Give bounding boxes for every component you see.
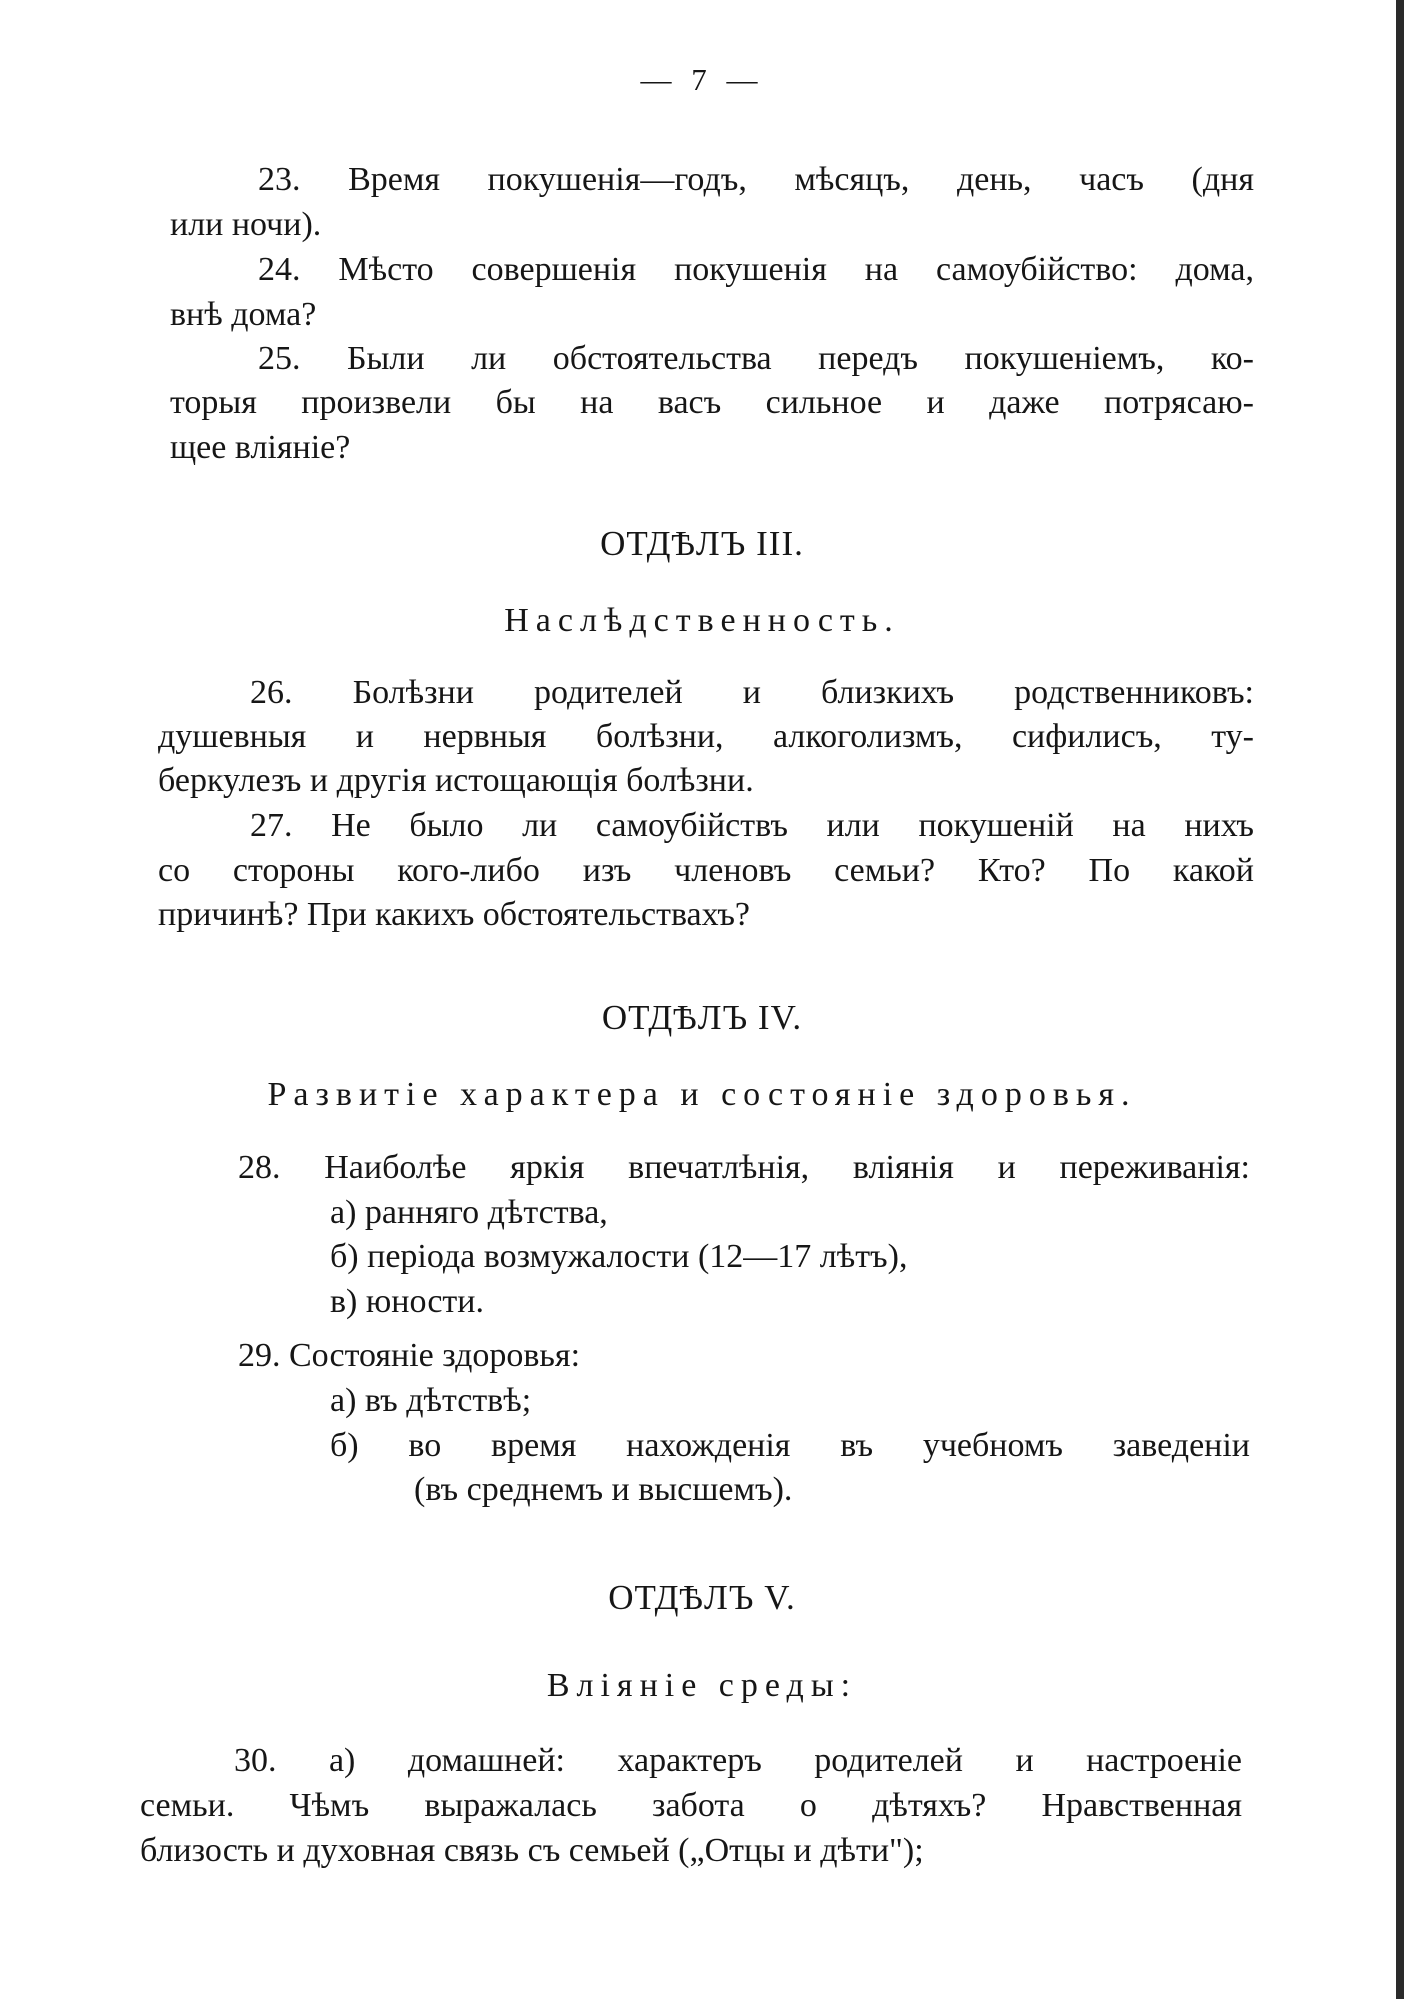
section-5-subtitle: Вліяніе среды: bbox=[546, 1667, 858, 1704]
item-28-line-3: б) періода возмужалости (12—17 лѣтъ), bbox=[330, 1238, 908, 1275]
page-number: — 7 — bbox=[640, 62, 764, 97]
item-27-line-3: причинѣ? При какихъ обстоятельствахъ? bbox=[158, 896, 751, 933]
item-26-line-3: беркулезъ и другія истощающія болѣзни. bbox=[158, 762, 754, 799]
item-23-line-1: 23. Время покушенія—годъ, мѣсяцъ, день, часъ (дня bbox=[258, 161, 1254, 198]
item-28-line-2: а) ранняго дѣтства, bbox=[330, 1194, 608, 1231]
item-29-line-4: (въ среднемъ и высшемъ). bbox=[414, 1471, 793, 1508]
item-24-line-2: внѣ дома? bbox=[170, 296, 317, 333]
item-26-line-1: 26. Болѣзни родителей и близкихъ родственниковъ: bbox=[250, 674, 1254, 711]
item-27-line-1: 27. Не было ли самоубійствъ или покушеній на нихъ bbox=[250, 807, 1254, 844]
item-29-line-1: 29. Состояніе здоровья: bbox=[238, 1337, 581, 1374]
item-27-line-2: со стороны кого-либо изъ членовъ семьи? Кто? По какой bbox=[158, 852, 1254, 889]
section-4-title: ОТДѢЛЪ IV. bbox=[601, 998, 803, 1037]
item-25-line-1: 25. Были ли обстоятельства передъ покушеніемъ, ко- bbox=[258, 340, 1254, 377]
section-5-title: ОТДѢЛЪ V. bbox=[608, 1578, 796, 1617]
item-25-line-3: щее вліяніе? bbox=[170, 429, 351, 466]
item-29-line-2: а) въ дѣтствѣ; bbox=[330, 1382, 532, 1419]
item-29-line-3: б) во время нахожденія въ учебномъ заведеніи bbox=[330, 1427, 1250, 1464]
item-23-line-2: или ночи). bbox=[170, 206, 322, 243]
item-30-line-1: 30. а) домашней: характеръ родителей и настроеніе bbox=[234, 1742, 1242, 1779]
scan-edge bbox=[1396, 0, 1404, 1999]
item-24-line-1: 24. Мѣсто совершенія покушенія на самоубійство: дома, bbox=[258, 251, 1254, 288]
item-30-line-2: семьи. Чѣмъ выражалась забота о дѣтяхъ? Нравственная bbox=[140, 1787, 1242, 1824]
section-3-title: ОТДѢЛЪ III. bbox=[600, 524, 804, 563]
item-28-line-1: 28. Наиболѣе яркія впечатлѣнія, вліянія и переживанія: bbox=[238, 1149, 1250, 1186]
section-4-subtitle: Развитіе характера и состояніе здоровья. bbox=[267, 1076, 1137, 1113]
item-28-line-4: в) юности. bbox=[330, 1283, 484, 1320]
item-26-line-2: душевныя и нервныя болѣзни, алкоголизмъ, сифилисъ, ту- bbox=[158, 718, 1254, 755]
section-3-subtitle: Наслѣдственность. bbox=[504, 602, 900, 639]
item-30-line-3: близость и духовная связь съ семьей („Отцы и дѣти"); bbox=[140, 1832, 924, 1869]
item-25-line-2: торыя произвели бы на васъ сильное и даже потрясаю- bbox=[170, 384, 1254, 421]
